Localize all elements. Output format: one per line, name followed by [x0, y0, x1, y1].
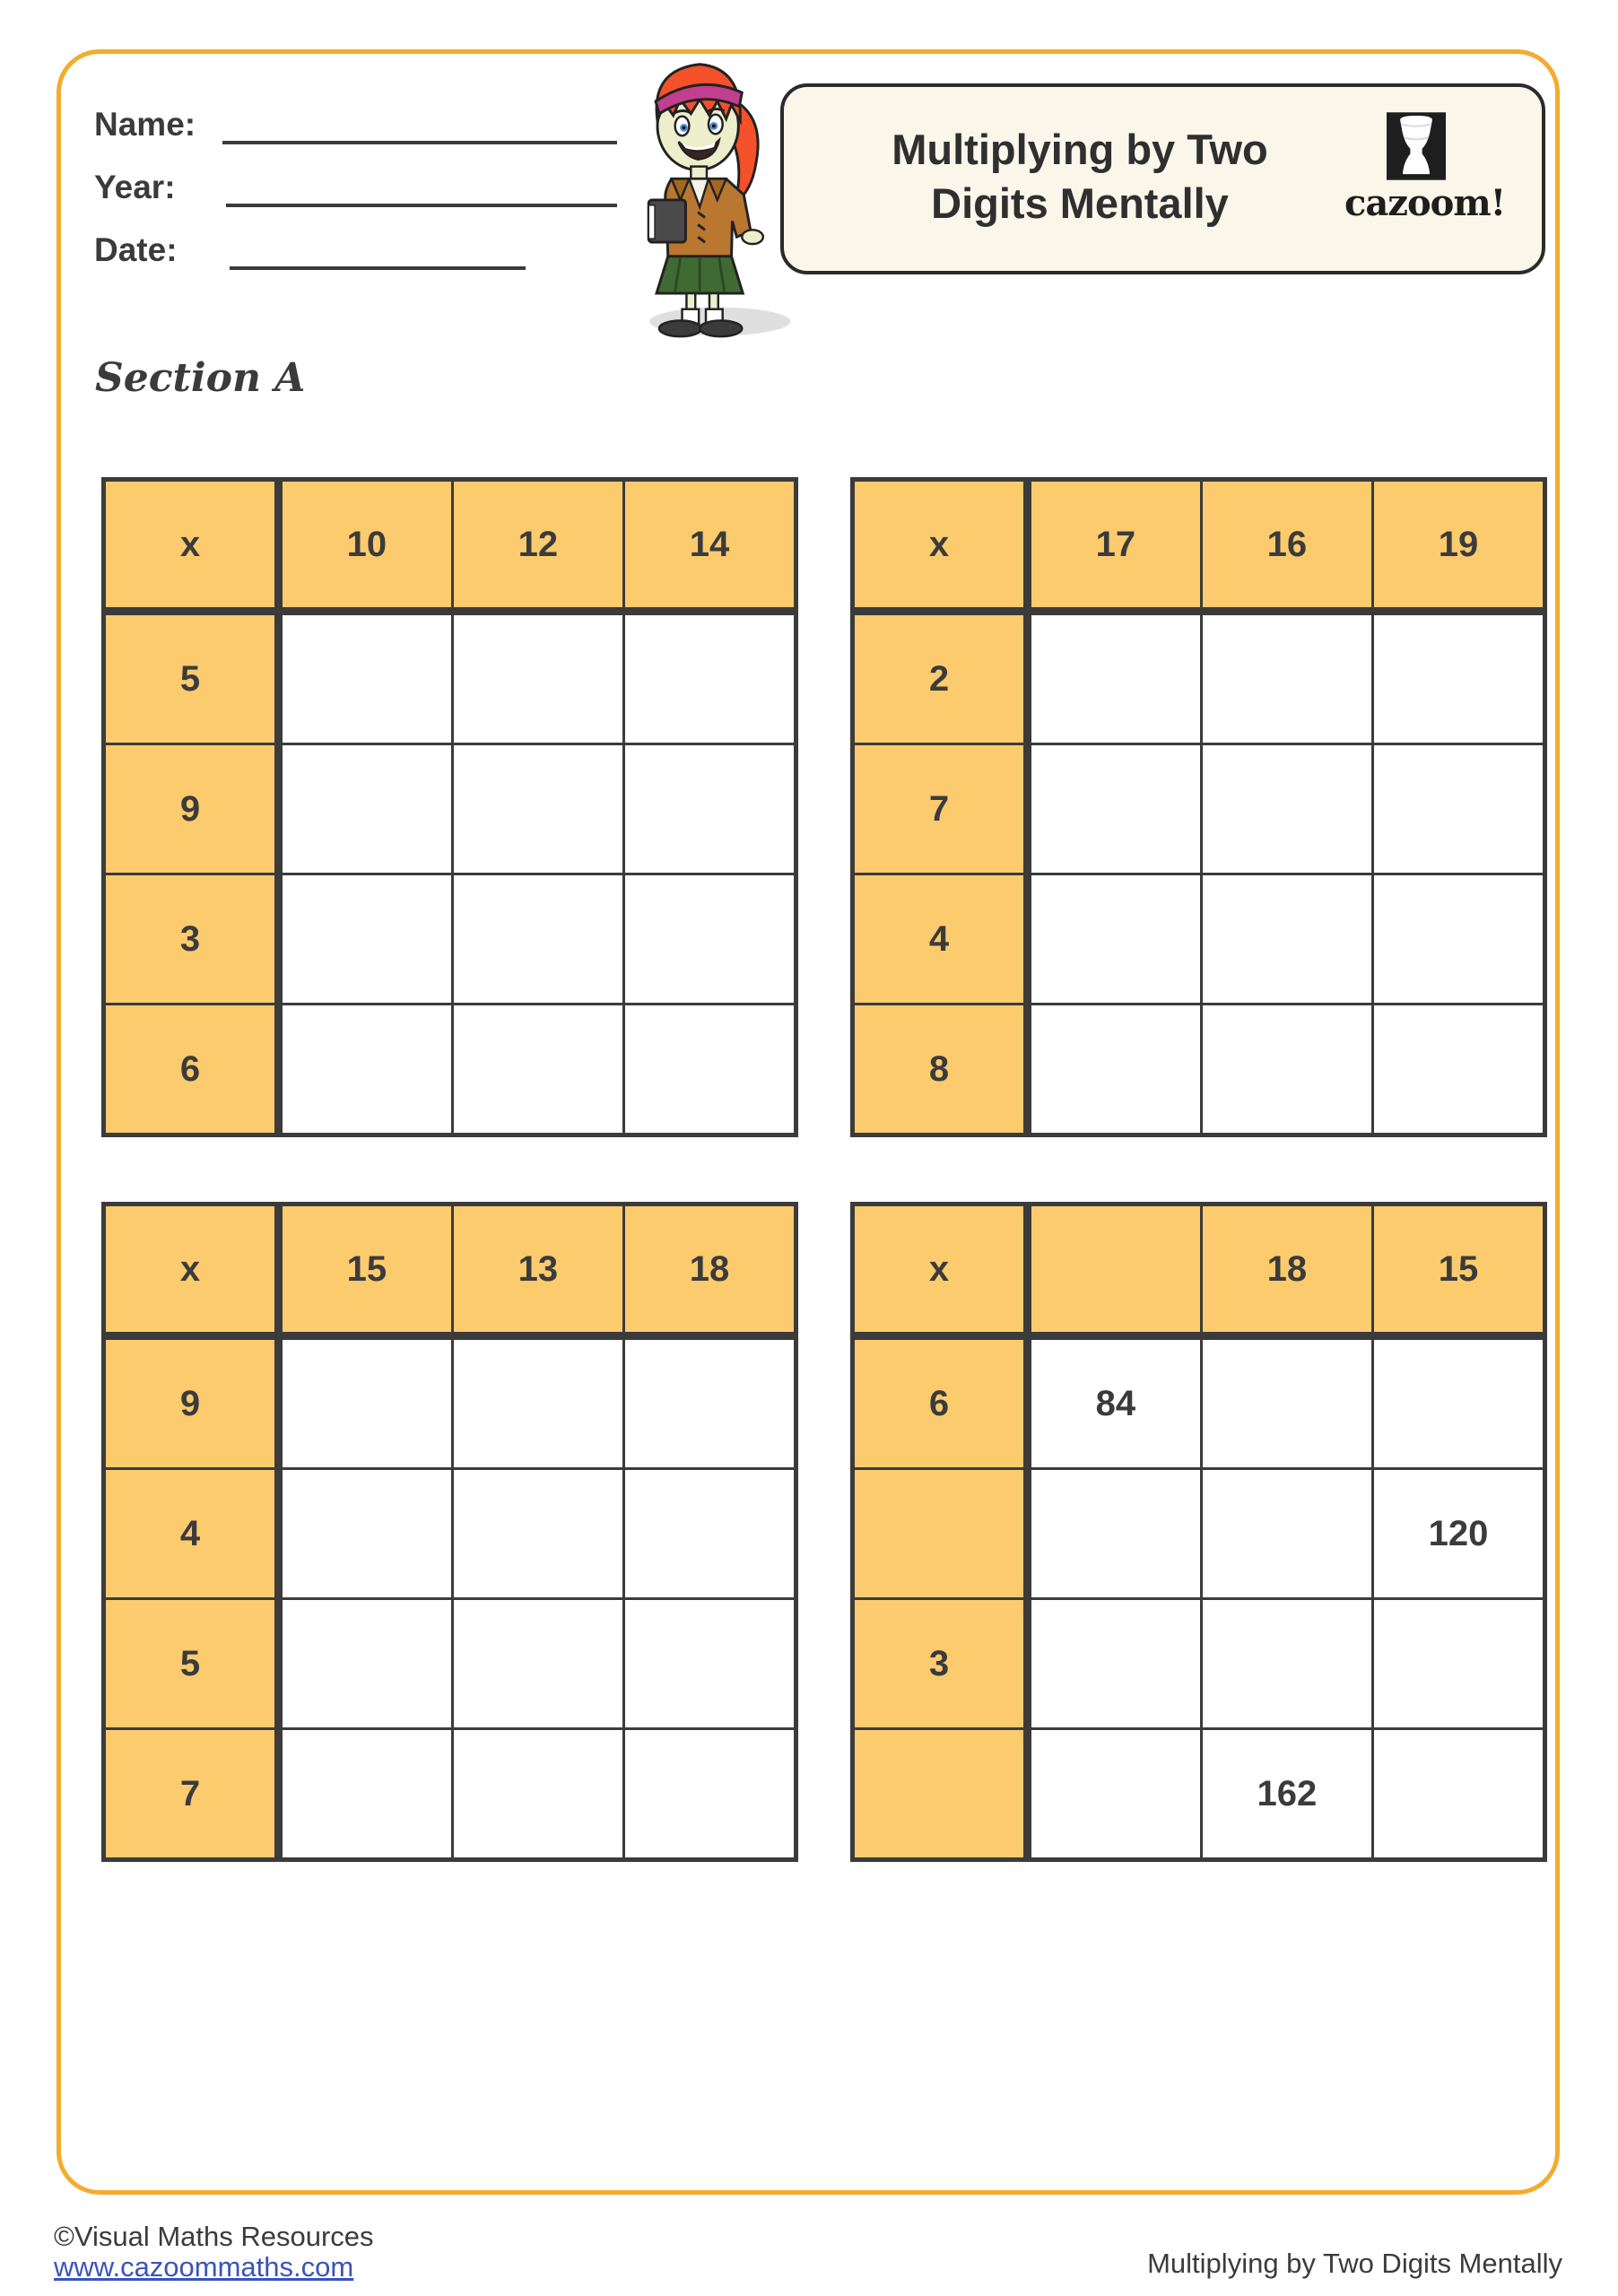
header-value-cell: 18: [1201, 1205, 1372, 1336]
answer-cell[interactable]: [1027, 744, 1201, 874]
year-field-line[interactable]: [226, 204, 617, 207]
header-value-cell: 15: [278, 1205, 452, 1336]
header-value-cell: 12: [452, 480, 623, 612]
answer-cell[interactable]: [1372, 1599, 1544, 1729]
answer-cell[interactable]: [1027, 1599, 1201, 1729]
header-value-cell: 14: [623, 480, 796, 612]
header-value-cell: 13: [452, 1205, 623, 1336]
row-label-cell: 2: [853, 612, 1028, 744]
given-answer-cell: 162: [1201, 1729, 1372, 1860]
answer-cell[interactable]: [1027, 1469, 1201, 1599]
answer-cell[interactable]: [278, 874, 452, 1004]
operator-cell: x: [104, 480, 279, 612]
date-field-line[interactable]: [230, 266, 526, 270]
answer-cell[interactable]: [278, 744, 452, 874]
section-heading: Section A: [95, 355, 306, 401]
answer-cell[interactable]: [278, 1469, 452, 1599]
row-label-cell: 9: [104, 744, 279, 874]
answer-cell[interactable]: [1201, 1336, 1372, 1469]
year-label: Year:: [94, 169, 176, 205]
footer-worksheet-title: Multiplying by Two Digits Mentally: [1147, 2248, 1562, 2279]
answer-cell[interactable]: [452, 874, 623, 1004]
name-label: Name:: [94, 106, 196, 143]
date-label: Date:: [94, 231, 178, 268]
header-value-cell: 17: [1027, 480, 1201, 612]
answer-cell[interactable]: [1372, 1336, 1544, 1469]
row-label-cell: 3: [104, 874, 279, 1004]
answer-cell[interactable]: [452, 612, 623, 744]
missing-row-label-cell[interactable]: [853, 1469, 1028, 1599]
operator-cell: x: [853, 480, 1028, 612]
answer-cell[interactable]: [623, 1469, 796, 1599]
operator-cell: x: [104, 1205, 279, 1336]
row-label-cell: 7: [104, 1729, 279, 1860]
header-value-cell: 10: [278, 480, 452, 612]
answer-cell[interactable]: [623, 1729, 796, 1860]
answer-cell[interactable]: [278, 1336, 452, 1469]
answer-cell[interactable]: [623, 744, 796, 874]
answer-cell[interactable]: [452, 1729, 623, 1860]
answer-cell[interactable]: [1372, 612, 1544, 744]
answer-cell[interactable]: [1372, 874, 1544, 1004]
answer-cell[interactable]: [1201, 1469, 1372, 1599]
name-field-line[interactable]: [222, 141, 617, 144]
answer-cell[interactable]: [1201, 612, 1372, 744]
row-label-cell: 8: [853, 1004, 1028, 1135]
answer-cell[interactable]: [1201, 1004, 1372, 1135]
answer-cell[interactable]: [452, 1599, 623, 1729]
cazoom-logo-text: cazoom!: [1344, 182, 1506, 224]
header-value-cell: 15: [1372, 1205, 1544, 1336]
answer-cell[interactable]: [1027, 1729, 1201, 1860]
answer-cell[interactable]: [623, 1004, 796, 1135]
worksheet-title-line1: Multiplying by Two: [892, 126, 1268, 173]
given-answer-cell: 120: [1372, 1469, 1544, 1599]
student-illustration: [617, 52, 796, 343]
mult-grid-4: [850, 1202, 1547, 1862]
answer-cell[interactable]: [452, 1004, 623, 1135]
missing-row-label-cell[interactable]: [853, 1729, 1028, 1860]
answer-cell[interactable]: [452, 1336, 623, 1469]
worksheet-title-line2: Digits Mentally: [931, 179, 1229, 227]
answer-cell[interactable]: [1027, 874, 1201, 1004]
answer-cell[interactable]: [278, 1599, 452, 1729]
row-label-cell: 5: [104, 1599, 279, 1729]
answer-cell[interactable]: [1372, 744, 1544, 874]
row-label-cell: 3: [853, 1599, 1028, 1729]
answer-cell[interactable]: [278, 612, 452, 744]
answer-cell[interactable]: [452, 1469, 623, 1599]
row-label-cell: 6: [104, 1004, 279, 1135]
answer-cell[interactable]: [1027, 612, 1201, 744]
answer-cell[interactable]: [1027, 1004, 1201, 1135]
worksheet-title: [811, 123, 1349, 230]
mult-grid-1: [101, 477, 798, 1137]
answer-cell[interactable]: [1372, 1004, 1544, 1135]
footer-copyright: ©Visual Maths Resources: [54, 2221, 374, 2252]
row-label-cell: 6: [853, 1336, 1028, 1469]
footer-website-link[interactable]: www.cazoommaths.com: [54, 2251, 354, 2283]
student-girl-icon: [617, 52, 796, 343]
header-value-cell: 16: [1201, 480, 1372, 612]
mult-grid-3: [101, 1202, 798, 1862]
row-label-cell: 4: [853, 874, 1028, 1004]
missing-header-cell[interactable]: [1027, 1205, 1201, 1336]
worksheet-title-box: [780, 83, 1545, 274]
header-value-cell: 18: [623, 1205, 796, 1336]
answer-cell[interactable]: [278, 1729, 452, 1860]
cazoom-logo: [1344, 112, 1506, 224]
answer-cell[interactable]: [623, 1599, 796, 1729]
answer-cell[interactable]: [1201, 874, 1372, 1004]
mult-grid-2: [850, 477, 1547, 1137]
operator-cell: x: [853, 1205, 1028, 1336]
answer-cell[interactable]: [1201, 744, 1372, 874]
answer-cell[interactable]: [623, 874, 796, 1004]
answer-cell[interactable]: [623, 612, 796, 744]
given-answer-cell: 84: [1027, 1336, 1201, 1469]
row-label-cell: 7: [853, 744, 1028, 874]
answer-cell[interactable]: [623, 1336, 796, 1469]
cazoom-drum-icon: [1387, 112, 1446, 180]
row-label-cell: 4: [104, 1469, 279, 1599]
row-label-cell: 9: [104, 1336, 279, 1469]
answer-cell[interactable]: [278, 1004, 452, 1135]
row-label-cell: 5: [104, 612, 279, 744]
answer-cell[interactable]: [452, 744, 623, 874]
answer-cell[interactable]: [1372, 1729, 1544, 1860]
answer-cell[interactable]: [1201, 1599, 1372, 1729]
header-value-cell: 19: [1372, 480, 1544, 612]
